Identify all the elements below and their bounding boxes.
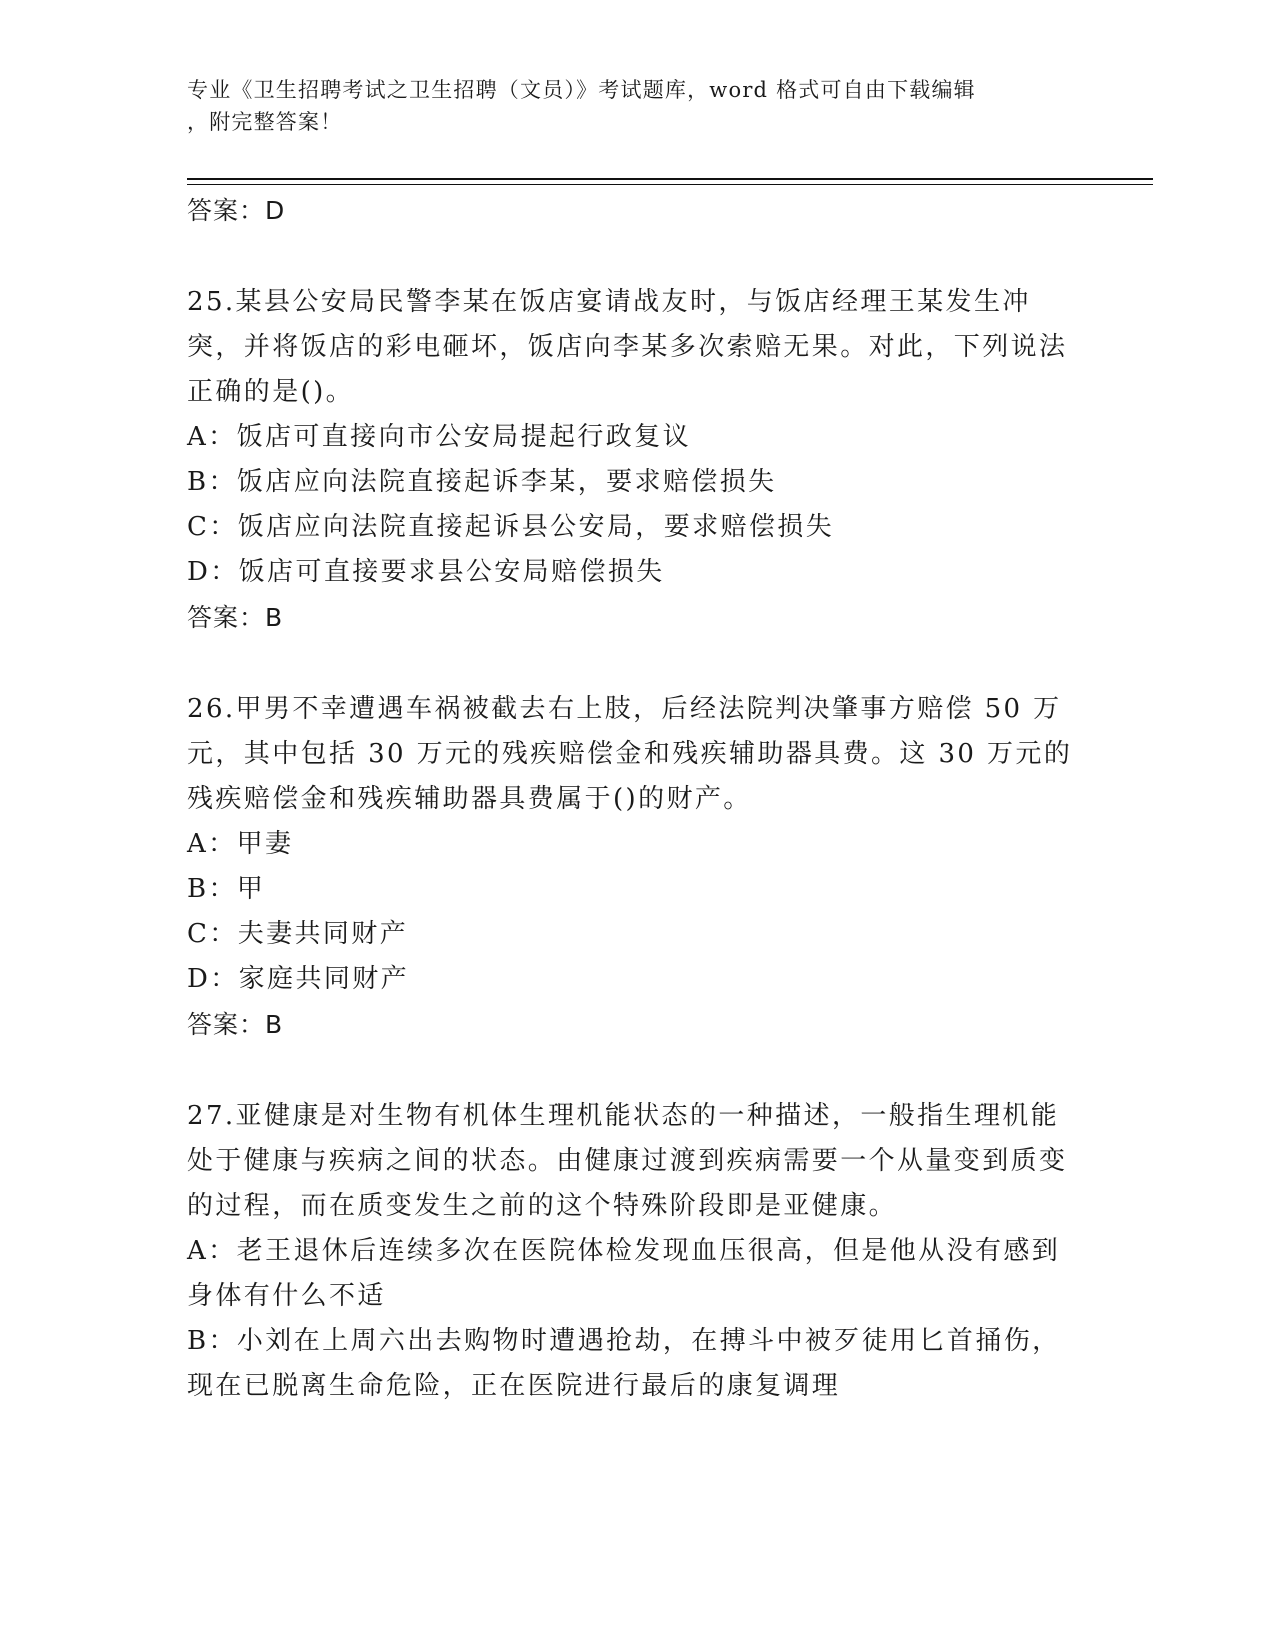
question-stem: 26.甲男不幸遭遇车祸被截去右上肢，后经法院判决肇事方赔偿 50 万元，其中包括 30 万元的残疾赔偿金和残疾辅助器具费。这 30 万元的残疾赔偿金和残疾辅助器具费属于()的财产。 (187, 694, 1073, 814)
option-c: C：夫妻共同财产 (187, 919, 409, 949)
question-25 (187, 280, 1077, 641)
question-stem: 25.某县公安局民警李某在饭店宴请战友时，与饭店经理王某发生冲突，并将饭店的彩电砸坏，饭店向李某多次索赔无果。对此，下列说法正确的是()。 (187, 287, 1068, 407)
spacer (187, 1048, 1077, 1094)
header-rule-thick (187, 178, 1153, 180)
answer-line: 答案：D (187, 196, 286, 225)
option-c: C：饭店应向法院直接起诉县公安局，要求赔偿损失 (187, 512, 835, 542)
spacer (187, 641, 1077, 687)
header-line-2: ，附完整答案！ (187, 110, 343, 134)
question-list (187, 188, 1077, 1409)
option-b: B：小刘在上周六出去购物时遭遇抢劫，在搏斗中被歹徒用匕首捅伤，现在已脱离生命危险，正在医院进行最后的康复调理 (187, 1326, 1061, 1401)
option-b: B：饭店应向法院直接起诉李某，要求赔偿损失 (187, 467, 777, 497)
answer-line: 答案：B (187, 603, 284, 632)
question-stem: 27.亚健康是对生物有机体生理机能状态的一种描述，一般指生理机能处于健康与疾病之间的状态。由健康过渡到疾病需要一个从量变到质变的过程，而在质变发生之前的这个特殊阶段即是亚健康。 (187, 1101, 1068, 1221)
option-b: B：甲 (187, 874, 266, 904)
option-d: D：饭店可直接要求县公安局赔偿损失 (187, 557, 665, 587)
answer-line: 答案：B (187, 1010, 284, 1039)
header-rule-thin (187, 184, 1153, 185)
question-26 (187, 687, 1077, 1048)
question-27 (187, 1094, 1077, 1409)
option-d: D：家庭共同财产 (187, 964, 410, 994)
spacer (187, 234, 1077, 280)
page-header (187, 74, 1067, 138)
option-a: A：甲妻 (187, 829, 294, 859)
option-a: A：老王退休后连续多次在医院体检发现血压很高，但是他从没有感到身体有什么不适 (187, 1236, 1061, 1311)
option-a: A：饭店可直接向市公安局提起行政复议 (187, 422, 691, 452)
header-line-1: 专业《卫生招聘考试之卫生招聘（文员）》考试题库，word 格式可自由下载编辑 (187, 78, 976, 102)
